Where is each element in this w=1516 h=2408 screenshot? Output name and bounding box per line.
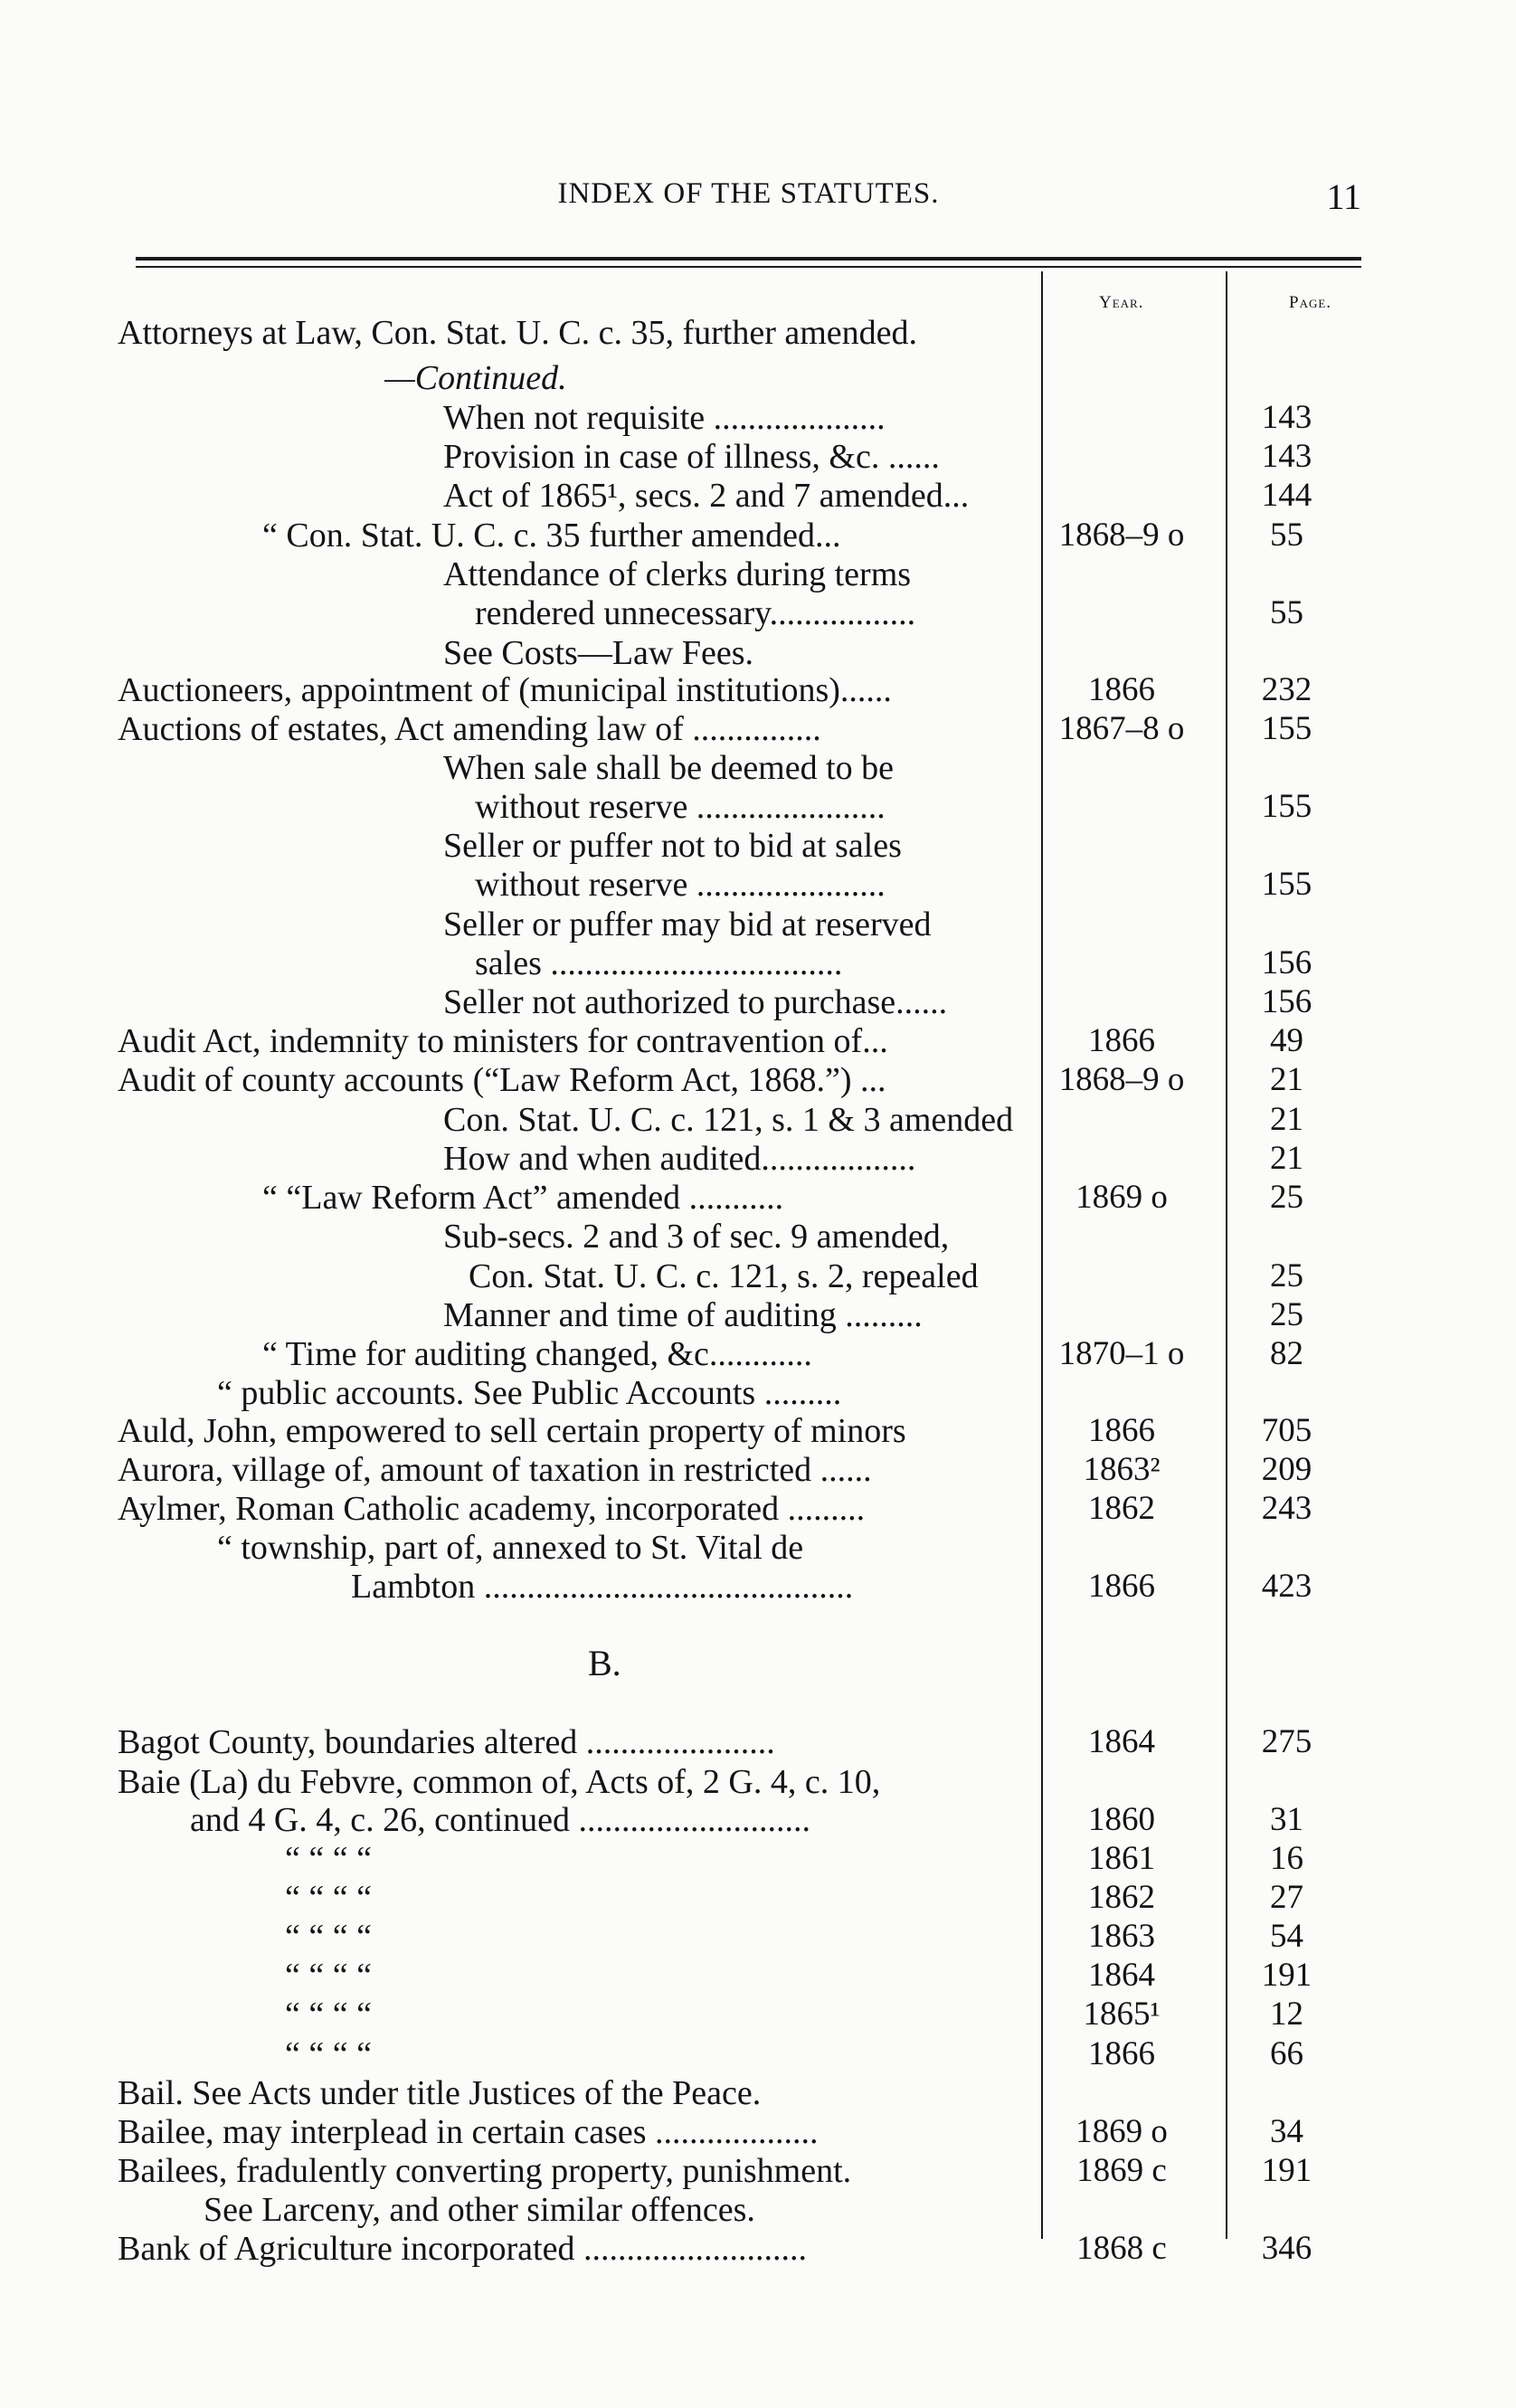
index-entry [118,1567,1366,1607]
entry-text: “ “ “ “ [285,1879,372,1917]
entry-text: —Continued. [384,359,567,397]
index-entry [118,1178,1366,1218]
entry-text: “ “Law Reform Act” amended ........... [262,1179,784,1217]
entry-text: and 4 G. 4, c. 26, continued ........................... [190,1801,811,1839]
index-entry [118,1878,1366,1918]
entry-page: 31 [1270,1801,1303,1838]
header-rule-thick [136,257,1361,261]
entry-text: Bail. See Acts under title Justices of the Peace. [118,2074,762,2112]
entry-page: 156 [1261,944,1312,981]
entry-year: 1863² [1083,1451,1161,1488]
entry-text: See Costs—Law Fees. [443,634,754,672]
entry-text: Act of 1865¹, secs. 2 and 7 amended... [443,477,970,515]
entry-page: 155 [1261,710,1312,747]
index-entry [118,1217,1366,1256]
entry-page: 143 [1261,399,1312,436]
index-entry [118,1722,1366,1762]
entry-text: Seller not authorized to purchase...... [443,983,948,1021]
entry-text: Con. Stat. U. C. c. 121, s. 2, repealed [469,1257,979,1295]
index-entry [118,1800,1366,1840]
entry-page: 156 [1261,983,1312,1020]
entry-text: “ “ “ “ [285,1840,372,1878]
entry-year: 1866 [1088,1412,1155,1449]
index-entry [118,787,1366,827]
entry-text: rendered unnecessary................. [475,594,916,632]
index-table [118,271,1366,2268]
index-entry [118,1295,1366,1335]
entry-text: sales .................................. [475,944,843,982]
entry-page: 21 [1270,1101,1303,1138]
entry-page: 209 [1261,1451,1312,1488]
entry-year: 1869 o [1075,2113,1168,2150]
entry-text: “ “ “ “ [285,1918,372,1956]
entry-year: 1868–9 o [1058,1061,1185,1098]
entry-year: 1867–8 o [1058,710,1185,747]
page-title: INDEX OF THE STATUTES. [557,177,940,210]
entry-year: 1864 [1088,1723,1155,1760]
entry-text: “ “ “ “ [285,1957,372,1995]
entry-year: 1862 [1088,1879,1155,1916]
entry-year: 1870–1 o [1058,1335,1185,1372]
entry-page: 143 [1261,438,1312,475]
index-entry [118,1839,1366,1879]
entry-text: “ Con. Stat. U. C. c. 35 further amended... [262,517,841,555]
entry-text: “ township, part of, annexed to St. Vital de [217,1529,804,1567]
index-entry [118,2073,1366,2113]
entry-text: Bailees, fradulently converting property, punishment. [118,2152,852,2190]
entry-text: See Larceny, and other similar offences. [204,2191,755,2229]
index-entry [118,2112,1366,2152]
entry-text: Attendance of clerks during terms [443,555,912,593]
entry-text: Provision in case of illness, &c. ...... [443,438,940,476]
entry-page: 25 [1270,1257,1303,1294]
entry-text: How and when audited.................. [443,1140,916,1178]
entry-text: Aurora, village of, amount of taxation in restricted ...... [118,1451,872,1489]
index-entry [118,476,1366,516]
entry-text: without reserve ...................... [475,788,886,826]
index-entry [118,555,1366,594]
entry-page: 155 [1261,788,1312,825]
entry-page: 191 [1261,2152,1312,2189]
index-entry [118,437,1366,477]
index-entry [118,905,1366,944]
year-column-header: Year. [1099,293,1144,312]
entry-page: 705 [1261,1412,1312,1449]
entry-text: Bailee, may interplead in certain cases ................... [118,2113,819,2151]
index-entry [118,1956,1366,1996]
entry-text: “ public accounts. See Public Accounts ......... [217,1374,842,1412]
entry-text: Manner and time of auditing ......... [443,1296,923,1334]
index-entry [118,1139,1366,1179]
entry-year: 1866 [1088,671,1155,708]
entry-text: When not requisite .................... [443,399,886,437]
entry-text: Lambton ........................................... [351,1568,854,1606]
entry-text: Sub-secs. 2 and 3 of sec. 9 amended, [443,1218,950,1256]
entry-text: Aylmer, Roman Catholic academy, incorporated ......... [118,1490,866,1528]
header-rule-thin [136,266,1361,268]
index-entry [118,1256,1366,1296]
entry-page: 25 [1270,1296,1303,1333]
entry-year: 1860 [1088,1801,1155,1838]
entry-page: 21 [1270,1061,1303,1098]
entry-year: 1864 [1088,1957,1155,1994]
entry-year: 1868 c [1076,2230,1167,2267]
entry-page: 232 [1261,671,1312,708]
index-entry [118,633,1366,673]
entry-page: 25 [1270,1179,1303,1216]
index-entry [118,670,1366,710]
index-entry [118,982,1366,1022]
entry-page: 66 [1270,2035,1303,2072]
entry-text: When sale shall be deemed to be [443,749,895,787]
entry-page: 54 [1270,1918,1303,1955]
entry-text: without reserve ...................... [475,866,886,904]
entry-text: Auctioneers, appointment of (municipal institutions)...... [118,671,892,709]
entry-page: 49 [1270,1022,1303,1059]
index-entry [118,1762,1366,1802]
entry-year: 1866 [1088,2035,1155,2072]
entry-text: Bagot County, boundaries altered ...................... [118,1723,775,1761]
entry-text: Auctions of estates, Act amending law of ............... [118,710,821,748]
entry-year: 1863 [1088,1918,1155,1955]
entry-text: Seller or puffer not to bid at sales [443,827,902,865]
entry-text: Seller or puffer may bid at reserved [443,905,932,943]
index-entry [118,1995,1366,2034]
section-heading-b: B. [588,1643,621,1683]
entry-page: 144 [1261,477,1312,514]
entry-text: Bank of Agriculture incorporated .......................... [118,2230,807,2268]
entry-page: 346 [1261,2230,1312,2267]
entry-page: 82 [1270,1335,1303,1372]
index-entry [118,1334,1366,1374]
index-entry [118,1060,1366,1100]
index-entry [118,709,1366,749]
page-column-header: Page. [1289,293,1332,312]
entry-text: Audit of county accounts (“Law Reform Act, 1868.”) ... [118,1061,886,1099]
index-entry [118,1917,1366,1957]
entry-text: “ Time for auditing changed, &c............ [262,1335,812,1373]
entry-page: 155 [1261,866,1312,903]
index-entry [118,943,1366,983]
entry-year: 1868–9 o [1058,517,1185,554]
entry-text: “ “ “ “ [285,2035,372,2073]
entry-page: 423 [1261,1568,1312,1605]
index-entry [118,748,1366,788]
index-entry [118,826,1366,866]
entry-page: 27 [1270,1879,1303,1916]
page-number: 11 [1326,176,1361,217]
index-entry [118,2229,1366,2269]
index-entry [118,1489,1366,1529]
index-entry [118,2034,1366,2074]
entry-year: 1862 [1088,1490,1155,1527]
index-entry [118,1021,1366,1061]
index-entry [118,1100,1366,1140]
entry-text: “ “ “ “ [285,1996,372,2034]
index-entry [118,313,1366,353]
entry-text: Audit Act, indemnity to ministers for contravention of... [118,1022,888,1060]
entry-year: 1869 o [1075,1179,1168,1216]
entry-year: 1866 [1088,1022,1155,1059]
index-entry [118,358,1366,398]
entry-page: 34 [1270,2113,1303,2150]
index-entry [118,398,1366,438]
entry-page: 275 [1261,1723,1312,1760]
index-entry [118,1411,1366,1451]
entry-text: Con. Stat. U. C. c. 121, s. 1 & 3 amended [443,1101,1014,1139]
entry-text: Baie (La) du Febvre, common of, Acts of, 2 G. 4, c. 10, [118,1763,881,1801]
entry-page: 55 [1270,517,1303,554]
entry-year: 1861 [1088,1840,1155,1877]
index-entry [118,1450,1366,1490]
entry-text: Auld, John, empowered to sell certain property of minors [118,1412,906,1450]
entry-page: 12 [1270,1996,1303,2033]
index-entry [118,2151,1366,2191]
page-header [136,177,1361,223]
entry-page: 21 [1270,1140,1303,1177]
entry-year: 1869 c [1076,2152,1167,2189]
entry-page: 191 [1261,1957,1312,1994]
index-entry [118,516,1366,555]
entry-text: Attorneys at Law, Con. Stat. U. C. c. 35, further amended. [118,314,918,352]
entry-page: 16 [1270,1840,1303,1877]
index-entry [118,1528,1366,1568]
entry-year: 1866 [1088,1568,1155,1605]
index-entry [118,1373,1366,1413]
index-entry [118,865,1366,905]
index-entry [118,593,1366,633]
index-entry [118,2190,1366,2230]
entry-year: 1865¹ [1083,1996,1161,2033]
entry-page: 243 [1261,1490,1312,1527]
entry-page: 55 [1270,594,1303,631]
